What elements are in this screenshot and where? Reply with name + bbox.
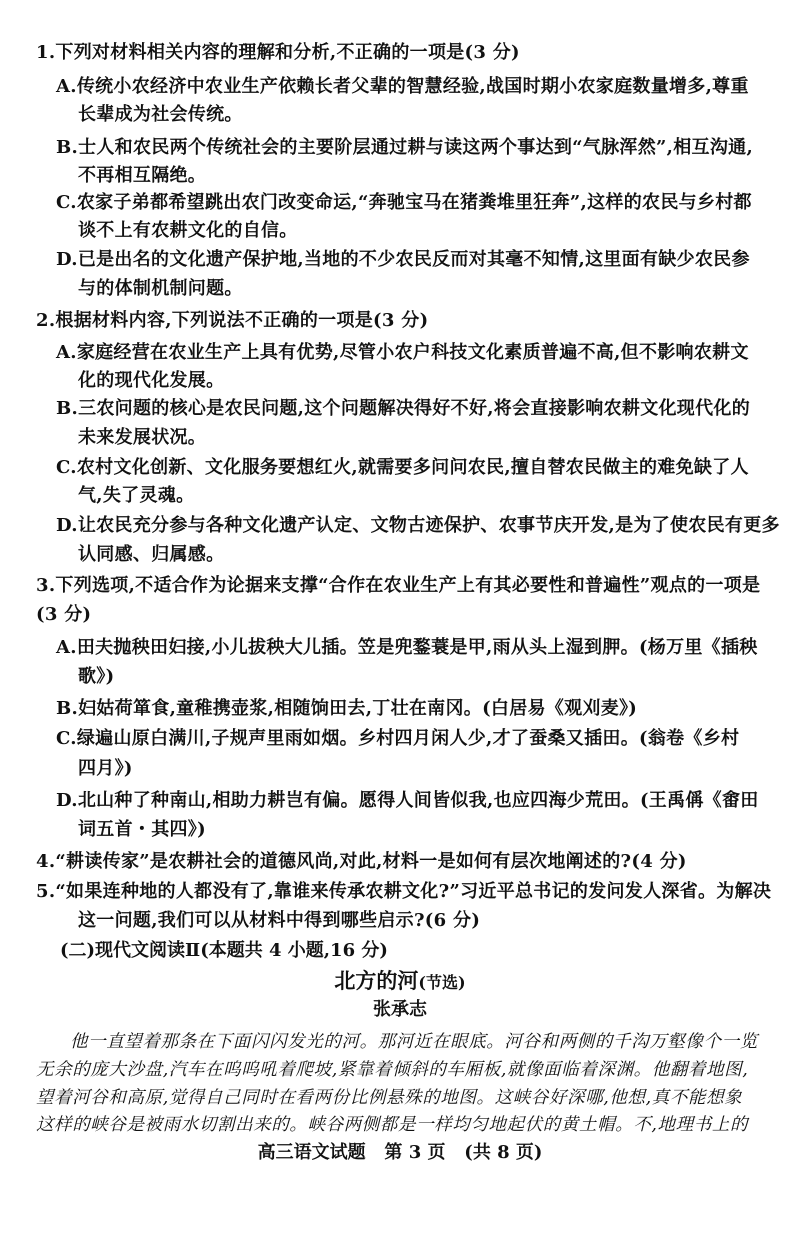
- passage-line-1: 他一直望着那条在下面闪闪发光的河。那河近在眼底。河谷和两侧的千沟万壑像个一览: [70, 1032, 758, 1052]
- question-1-stem: 1.下列对材料相关内容的理解和分析,不正确的一项是(3 分): [36, 42, 520, 63]
- question-5-stem-cont: 这一问题,我们可以从材料中得到哪些启示?(6 分): [78, 910, 481, 931]
- question-1-option-d-cont: 与的体制机制问题。: [78, 278, 243, 299]
- question-2-option-c-cont: 气,失了灵魂。: [78, 485, 195, 506]
- question-5-stem: 5.“如果连种地的人都没有了,靠谁来传承农耕文化?”习近平总书记的发问发人深省。为解决: [36, 881, 772, 902]
- question-1-option-a: A.传统小农经济中农业生产依赖长者父辈的智慧经验,战国时期小农家庭数量增多,尊重: [56, 76, 749, 97]
- question-4-stem: 4.“耕读传家”是农耕社会的道德风尚,对此,材料一是如何有层次地阐述的?(4 分): [36, 851, 687, 872]
- question-3-stem-cont: (3 分): [36, 604, 92, 625]
- question-1-option-c: C.农家子弟都希望跳出农门改变命运,“奔驰宝马在猪粪堆里狂奔”,这样的农民与乡村都: [56, 192, 752, 213]
- question-3-option-c: C.绿遍山原白满川,子规声里雨如烟。乡村四月闲人少,才了蚕桑又插田。(翁卷《乡村: [56, 728, 740, 749]
- question-3-option-d-cont: 词五首・其四》): [78, 819, 206, 840]
- question-1-option-b: B.士人和农民两个传统社会的主要阶层通过耕与读这两个事达到“气脉浑然”,相互沟通,: [56, 137, 754, 158]
- question-2-option-c: C.农村文化创新、文化服务要想红火,就需要多问问农民,擅自替农民做主的难免缺了人: [56, 457, 749, 478]
- question-2-option-b: B.三农问题的核心是农民问题,这个问题解决得好不好,将会直接影响农耕文化现代化的: [56, 398, 751, 419]
- question-3-option-a-cont: 歌》): [78, 666, 115, 687]
- question-1-option-b-cont: 不再相互隔绝。: [78, 165, 207, 186]
- question-2-option-a: A.家庭经营在农业生产上具有优势,尽管小农户科技文化素质普遍不高,但不影响农耕文: [56, 342, 749, 363]
- passage-author: 张承志: [373, 999, 427, 1020]
- question-2-stem: 2.根据材料内容,下列说法不正确的一项是(3 分): [36, 310, 429, 331]
- footer-page: 第 3 页: [384, 1142, 446, 1163]
- passage-line-2: 无余的庞大沙盘,汽车在呜呜吼着爬坡,紧靠着倾斜的车厢板,就像面临着深渊。他翻着地图,: [36, 1060, 749, 1080]
- question-3-stem: 3.下列选项,不适合作为论据来支撑“合作在农业生产上有其必要性和普遍性”观点的一项是: [36, 575, 761, 596]
- passage-title-subtitle: (节选): [418, 973, 466, 992]
- question-3-option-d: D.北山种了种南山,相助力耕岂有偏。愿得人间皆似我,也应四海少荒田。(王禹偁《畬田: [56, 790, 759, 811]
- page-footer: [0, 1138, 800, 1168]
- question-3-option-a: A.田夫抛秧田妇接,小儿拔秧大儿插。笠是兜鍪蓑是甲,雨从头上湿到胛。(杨万里《插秧: [56, 637, 758, 658]
- question-2-option-b-cont: 未来发展状况。: [78, 427, 207, 448]
- footer-total: (共 8 页): [464, 1142, 543, 1163]
- question-2-option-d: D.让农民充分参与各种文化遗产认定、文物古迹保护、农事节庆开发,是为了使农民有更多: [56, 515, 780, 536]
- passage-line-3: 望着河谷和高原,觉得自己同时在看两份比例悬殊的地图。这峡谷好深哪,他想,真不能想象: [36, 1088, 743, 1108]
- question-1-option-c-cont: 谈不上有农耕文化的自信。: [78, 220, 298, 241]
- question-3-option-b: B.妇姑荷箪食,童稚携壶浆,相随饷田去,丁壮在南冈。(白居易《观刈麦》): [56, 698, 638, 719]
- footer-subject: 高三语文试题: [257, 1142, 366, 1163]
- question-3-option-c-cont: 四月》): [78, 758, 133, 779]
- question-1-option-d: D.已是出名的文化遗产保护地,当地的不少农民反而对其毫不知情,这里面有缺少农民参: [56, 249, 750, 270]
- passage-title-main: 北方的河: [334, 968, 419, 993]
- question-2-option-a-cont: 化的现代化发展。: [78, 370, 225, 391]
- passage-line-4: 这样的峡谷是被雨水切割出来的。峡谷两侧都是一样均匀地起伏的黄土帽。不,地理书上的: [36, 1115, 749, 1135]
- section-heading: (二)现代文阅读Ⅱ(本题共 4 小题,16 分): [60, 940, 388, 961]
- passage-title: [0, 966, 800, 998]
- question-2-option-d-cont: 认同感、归属感。: [78, 544, 225, 565]
- question-1-option-a-cont: 长辈成为社会传统。: [78, 104, 243, 125]
